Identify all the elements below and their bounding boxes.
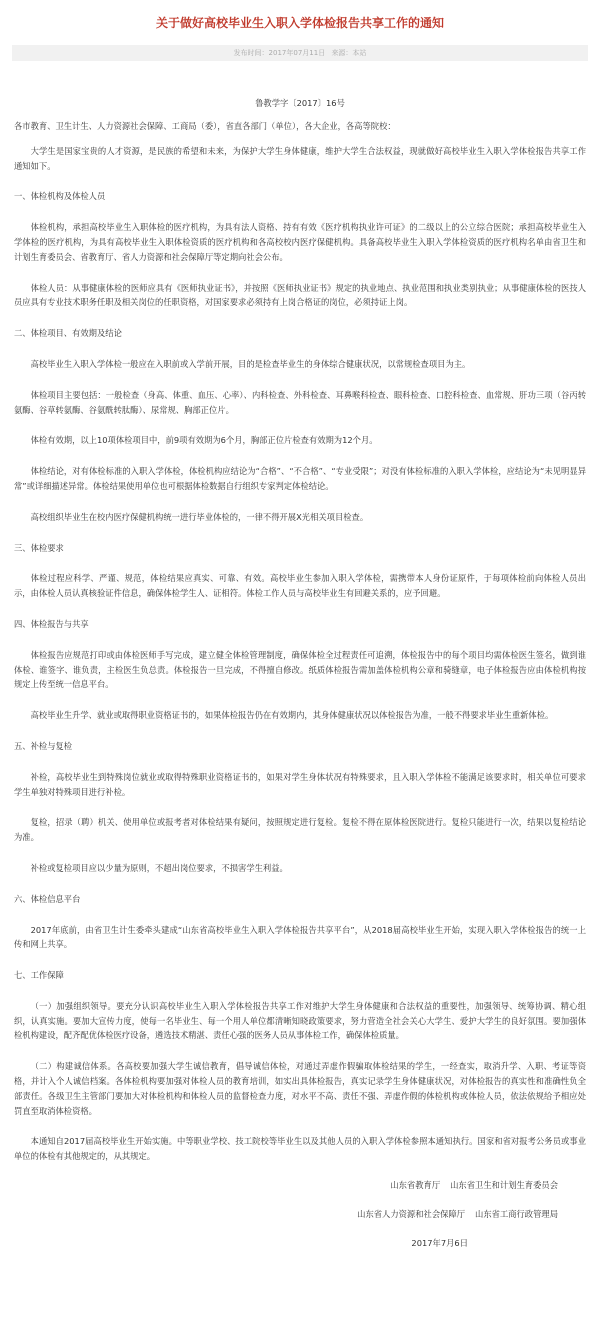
paragraph: 复检，招录（聘）机关、使用单位或报考者对体检结果有疑问，按照规定进行复检。复检不得在原体检医院进行。复检只能进行一次，结果以复检结论为准。 xyxy=(14,817,586,843)
section-heading-4: 四、体检报告与共享 xyxy=(14,618,89,629)
paragraph: 高校毕业生升学、就业或取得职业资格证书的，如果体检报告仍在有效期内，其身体健康状况以体检报告为准，一般不得要求毕业生重新体检。 xyxy=(30,710,554,721)
section-heading-2: 二、体检项目、有效期及结论 xyxy=(14,328,122,339)
signature-line-1 xyxy=(14,1178,586,1193)
publish-time: 发布时间：2017年07月11日 xyxy=(233,49,326,57)
document-number: 鲁教学字〔2017〕16号 xyxy=(255,98,345,108)
page-title: 关于做好高校毕业生入职入学体检报告共享工作的通知 xyxy=(155,16,444,30)
paragraph: 2017年底前，由省卫生计生委牵头建成“山东省高校毕业生入职入学体检报告共享平台”，从2018届高校毕业生开始，实现入职入学体检报告的统一上传和网上共享。 xyxy=(14,924,586,950)
paragraph: 本通知自2017届高校毕业生开始实施。中等职业学校、技工院校等毕业生以及其他人员的入职入学体检参照本通知执行。国家和省对报考公务员或事业单位的体检有其他规定的，从其规定。 xyxy=(14,1136,586,1162)
signature-org: 山东省卫生和计划生育委员会 xyxy=(450,1180,558,1191)
paragraph: 补检或复检项目应以少量为原则，不超出岗位要求，不损害学生利益。 xyxy=(30,862,288,873)
addressees: 各市教育、卫生计生、人力资源社会保障、工商局（委），省直各部门（单位），各大企业，各高等院校： xyxy=(14,121,396,131)
signature-org: 山东省人力资源和社会保障厅 xyxy=(357,1208,466,1219)
paragraph: 体检过程应科学、严谨、规范，体检结果应真实、可靠、有效。高校毕业生参加入职入学体检，需携带本人身份证原件，于每项体检前向体检人员出示，由体检人员认真核验证件信息，确保体检学生人、证相符。体检工作人员与高校毕业生有回避关系的，应予回避。 xyxy=(14,573,586,599)
paragraph: 补检，高校毕业生到特殊岗位就业或取得特殊职业资格证书的，如果对学生身体状况有特殊要求，且入职入学体检不能满足该要求时，相关单位可要求学生单独对特殊项目进行补检。 xyxy=(14,771,586,797)
notice-body xyxy=(0,97,600,1250)
paragraph: 体检人员：从事健康体检的医师应具有《医师执业证书》，并按照《医师执业证书》规定的执业地点、执业范围和执业类别执业；从事健康体检的医技人员应具有专业技术职务任职及相关岗位的任职资格，对国家要求必须持有上岗合格证的岗位，必须持证上岗。 xyxy=(14,282,586,308)
section-heading-7: 七、工作保障 xyxy=(14,970,64,981)
paragraph: 体检报告应规范打印或由体检医师手写完成，建立健全体检管理制度，确保体检全过程责任可追溯，体检报告中的每个项目均需体检医生签名，做到谁体检、谁签字、谁负责，主检医生负总责。体检报告一旦完成，不得擅自修改。纸质体检报告需加盖体检机构公章和骑缝章，电子体检报告应由体检机构按规定上传至统一信息平台。 xyxy=(14,649,586,690)
intro-paragraph: 大学生是国家宝贵的人才资源，是民族的希望和未来，为保护大学生身体健康，维护大学生合法权益，现就做好高校毕业生入职入学体检报告共享工作通知如下。 xyxy=(14,145,586,171)
paragraph: 体检项目主要包括：一般检查（身高、体重、血压、心率）、内科检查、外科检查、耳鼻喉科检查、眼科检查、口腔科检查、血常规、肝功三项（谷丙转氨酶、谷草转氨酶、谷氨酰转肽酶）、尿常规、胸部正位片。 xyxy=(14,389,586,415)
paragraph: 体检结论，对有体检标准的入职入学体检，体检机构应结论为“合格”、“不合格”、“专业受限”；对没有体检标准的入职入学体检，应结论为“未见明显异常”或详细描述异常。体检结果使用单位也可根据体检数据自行组织专家判定体检结论。 xyxy=(14,466,586,491)
section-heading-1: 一、体检机构及体检人员 xyxy=(14,191,106,202)
paragraph: 体检机构，承担高校毕业生入职体检的医疗机构，为具有法人资格、持有有效《医疗机构执业许可证》的二级以上的公立综合医院；承担高校毕业生入学体检的医疗机构，为具有高校毕业生入职体检资质的医疗机构和各高校校内医疗保健机构。具备高校毕业生入职入学体检资质的医疗机构名单由省卫生和计划生育委员会、省教育厅、省人力资源和社会保障厅等定期向社会公布。 xyxy=(14,222,586,262)
section-heading-3: 三、体检要求 xyxy=(14,542,64,553)
source-label: 来源：本站 xyxy=(331,49,367,57)
publish-meta-bar xyxy=(12,45,588,61)
signature-org: 山东省工商行政管理局 xyxy=(475,1208,558,1219)
signature-date: 2017年7月6日 xyxy=(411,1237,468,1248)
section-heading-5: 五、补检与复检 xyxy=(14,740,73,751)
paragraph: 高校组织毕业生在校内医疗保健机构统一进行毕业体检的，一律不得开展X光相关项目检查。 xyxy=(30,511,369,522)
signature-line-2 xyxy=(14,1207,586,1222)
paragraph: （一）加强组织领导。要充分认识高校毕业生入职入学体检报告共享工作对维护大学生身体健康和合法权益的重要性，加强领导、统筹协调、精心组织，认真实施。要加大宣传力度，使每一名毕业生、每一个用人单位都清晰知晓政策要求，努力营造全社会关心大学生、爱护大学生的良好氛围。要加强体检机构建设，配齐配优体检医疗设备，遴选技术精湛、责任心强的医务人员从事体检工作，确保体检质量。 xyxy=(14,1000,586,1041)
paragraph: 高校毕业生入职入学体检一般应在入职前或入学前开展，目的是检查毕业生的身体综合健康状况，以常规检查项目为主。 xyxy=(30,358,471,369)
paragraph: 体检有效期，以上10项体检项目中，前9项有效期为6个月，胸部正位片检查有效期为12个月。 xyxy=(30,435,378,446)
paragraph: （二）构建诚信体系。各高校要加强大学生诚信教育，倡导诚信体检，对通过弄虚作假骗取体检结果的学生，一经查实，取消升学、入职、考证等资格，并计入个人诚信档案。各体检机构要加强对体检人员的教育培训，如实出具体检报告，真实记录学生身体健康状况，对体检报告的真实性和准确性负全部责任。各级卫生主管部门要加大对体检机构和体检人员的监督检查力度，对水平不高、责任不强、弄虚作假的体检机构或体检人员，依法依规给予相应处罚直至取消体检资格。 xyxy=(14,1061,586,1116)
section-heading-6: 六、体检信息平台 xyxy=(14,893,81,904)
signature-org: 山东省教育厅 xyxy=(390,1180,441,1191)
